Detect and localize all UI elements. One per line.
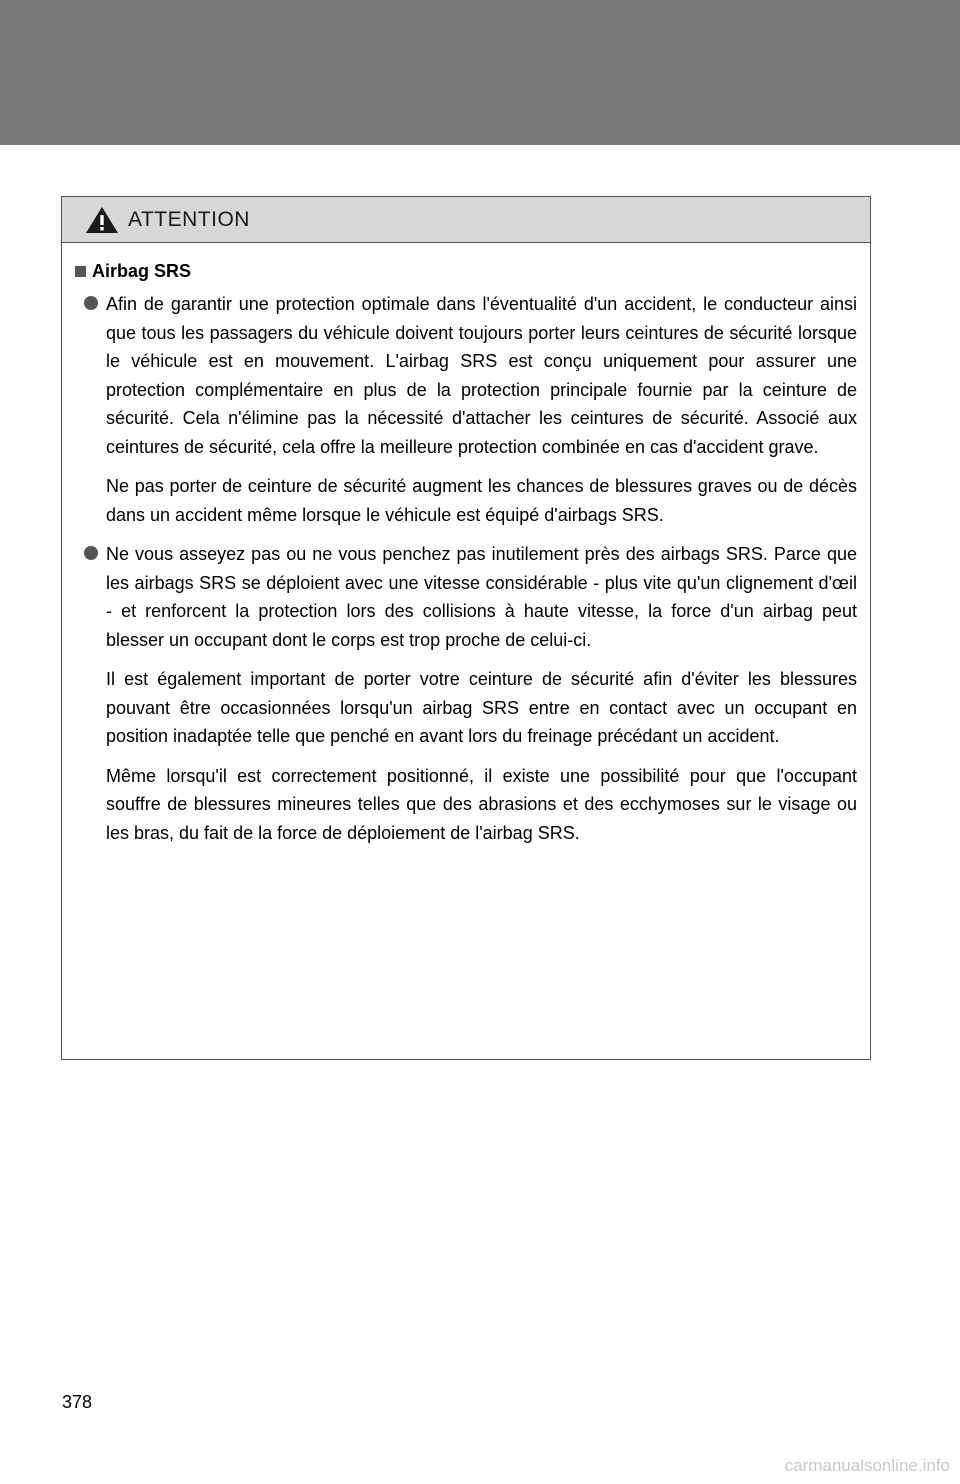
- round-bullet-icon: [84, 296, 98, 310]
- round-bullet-icon: [84, 546, 98, 560]
- header-band: [0, 0, 960, 145]
- caution-title: ATTENTION: [128, 208, 250, 231]
- page-number: 378: [62, 1392, 93, 1412]
- paragraph: Il est également important de porter votre ceinture de sécurité afin d'éviter les blessures pouvant être occasionnées lorsqu'un airbag SRS entre en contact avec un occupant en position inadaptée telle que penché en avant lors du freinage précédant un accident.: [106, 669, 857, 746]
- paragraph: Ne vous asseyez pas ou ne vous penchez pas inutilement près des airbags SRS. Parce que les airbags SRS se déploient avec une vitesse considérable - plus vite qu'un clignement d'œil - et renforcent la protection lors des collisions à haute vitesse, la force d'un airbag peut blesser un occupant dont le corps est trop proche de celui-ci.: [106, 544, 857, 650]
- section-heading: [75, 261, 857, 282]
- caution-header: [62, 197, 870, 243]
- bullet-item: [84, 540, 857, 858]
- bullet-text: [106, 290, 857, 540]
- paragraph: Même lorsqu'il est correctement positionné, il existe une possibilité pour que l'occupant souffre de blessures mineures telles que des abrasions et des ecchymoses sur le visage ou les bras, du fait de la force de déploiement de l'airbag SRS.: [106, 765, 857, 843]
- caution-body: [62, 243, 870, 858]
- bullet-item: [84, 290, 857, 540]
- bullet-text: [106, 540, 857, 858]
- square-bullet-icon: [75, 266, 86, 277]
- section-title: Airbag SRS: [92, 261, 192, 281]
- caution-box: [61, 196, 871, 1060]
- warning-triangle-icon: [85, 206, 119, 234]
- watermark: carmanualsonline.info: [784, 1456, 950, 1475]
- paragraph: Ne pas porter de ceinture de sécurité augment les chances de blessures graves ou de décès dans un accident même lorsque le véhicule est équipé d'airbags SRS.: [106, 476, 857, 525]
- paragraph: Afin de garantir une protection optimale dans l'éventualité d'un accident, le conducteur ainsi que tous les passagers du véhicule doivent toujours porter leurs ceintures de sécurité lorsque le véhicule est en mouvement. L'airbag SRS est conçu uniquement pour assurer une protection complémentaire en plus de la protection principale fournie par la ceinture de sécurité. Cela n'élimine pas la nécessité d'attacher les ceintures de sécurité. Associé aux ceintures de sécurité, cela offre la meilleure protection combinée en cas d'accident grave.: [106, 294, 857, 457]
